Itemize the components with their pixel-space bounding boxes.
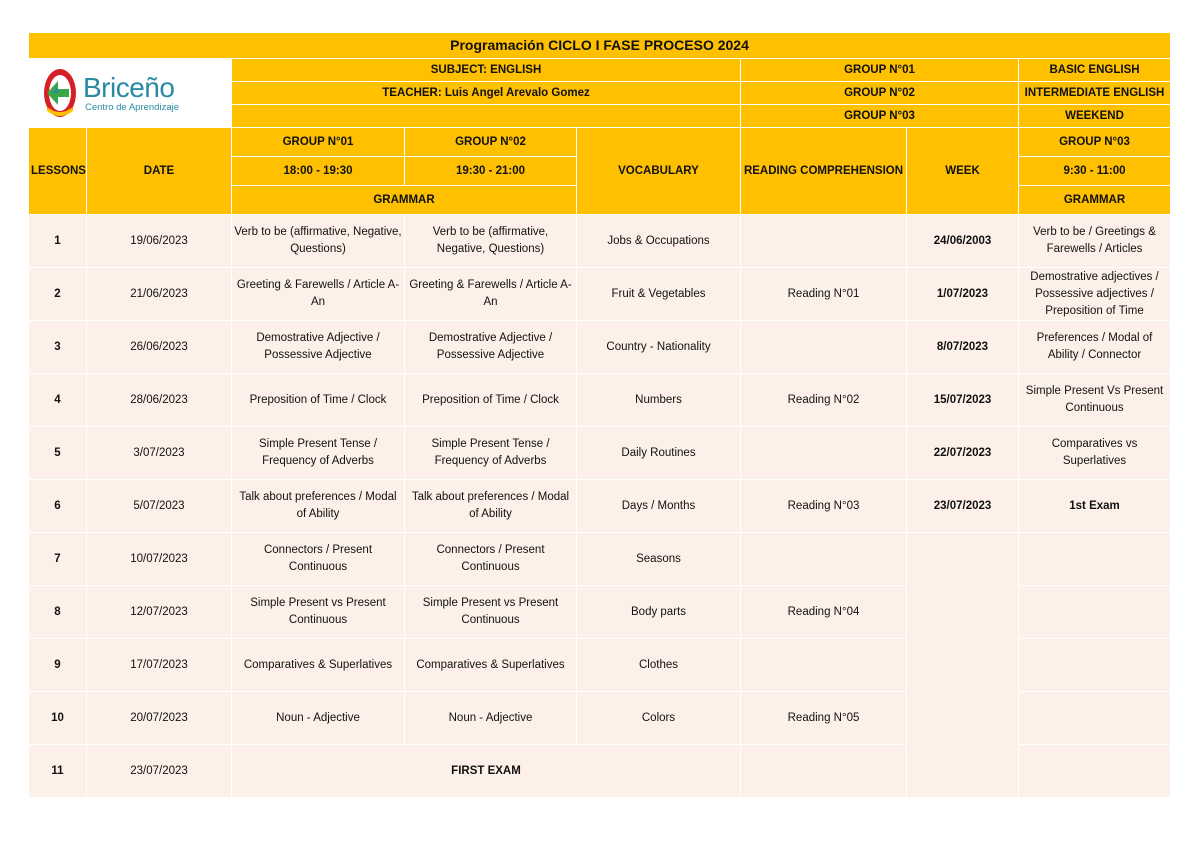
lesson-date: 19/06/2023 xyxy=(87,215,232,268)
header-grammar: GRAMMAR xyxy=(232,186,577,215)
group3-grammar: Verb to be / Greetings & Farewells / Articles xyxy=(1019,215,1171,268)
reading-cell: Reading N°05 xyxy=(741,692,907,745)
vocabulary-cell: Jobs & Occupations xyxy=(577,215,741,268)
table-row xyxy=(29,215,1171,268)
group1-grammar: Simple Present Tense / Frequency of Adverbs xyxy=(232,427,405,480)
header-group1: GROUP N°01 xyxy=(232,128,405,157)
lesson-number: 5 xyxy=(29,427,87,480)
table-row xyxy=(29,374,1171,427)
vocabulary-cell: Daily Routines xyxy=(577,427,741,480)
lesson-number: 11 xyxy=(29,745,87,798)
group2-grammar: Simple Present Tense / Frequency of Adverbs xyxy=(405,427,577,480)
lesson-date: 10/07/2023 xyxy=(87,533,232,586)
lesson-date: 21/06/2023 xyxy=(87,268,232,321)
vocabulary-cell: Clothes xyxy=(577,639,741,692)
group3-label: GROUP N°03 xyxy=(741,105,1019,128)
logo xyxy=(29,59,232,128)
table-row xyxy=(29,268,1171,321)
vocabulary-cell: Body parts xyxy=(577,586,741,639)
page-title: Programación CICLO I FASE PROCESO 2024 xyxy=(29,33,1171,59)
week-date: 1/07/2023 xyxy=(907,268,1019,321)
lesson-date: 3/07/2023 xyxy=(87,427,232,480)
group2-label: GROUP N°02 xyxy=(741,82,1019,105)
week-empty xyxy=(907,533,1019,798)
group2-grammar: Preposition of Time / Clock xyxy=(405,374,577,427)
group2-grammar: Demostrative Adjective / Possessive Adjective xyxy=(405,321,577,374)
table-row xyxy=(29,533,1171,586)
group2-grammar: Talk about preferences / Modal of Ability xyxy=(405,480,577,533)
week-date: 22/07/2023 xyxy=(907,427,1019,480)
week-date: 23/07/2023 xyxy=(907,480,1019,533)
group3-grammar: Comparatives vs Superlatives xyxy=(1019,427,1171,480)
header-reading: READING COMPREHENSION xyxy=(741,128,907,215)
lesson-number: 2 xyxy=(29,268,87,321)
table-row xyxy=(29,480,1171,533)
group3-grammar xyxy=(1019,639,1171,692)
group3-level: WEEKEND xyxy=(1019,105,1171,128)
group2-grammar: Verb to be (affirmative, Negative, Questions) xyxy=(405,215,577,268)
group3-grammar xyxy=(1019,692,1171,745)
group1-grammar: Noun - Adjective xyxy=(232,692,405,745)
reading-cell: Reading N°04 xyxy=(741,586,907,639)
group1-label: GROUP N°01 xyxy=(741,59,1019,82)
logo-tagline: Centro de Aprendizaje xyxy=(85,101,180,113)
week-date: 15/07/2023 xyxy=(907,374,1019,427)
group2-grammar: Connectors / Present Continuous xyxy=(405,533,577,586)
vocabulary-cell: Country - Nationality xyxy=(577,321,741,374)
week-date: 8/07/2023 xyxy=(907,321,1019,374)
vocabulary-cell: Colors xyxy=(577,692,741,745)
group2-grammar: Noun - Adjective xyxy=(405,692,577,745)
subject-label: SUBJECT: ENGLISH xyxy=(232,59,741,82)
vocabulary-cell: Fruit & Vegetables xyxy=(577,268,741,321)
lesson-date: 28/06/2023 xyxy=(87,374,232,427)
reading-cell xyxy=(741,215,907,268)
group1-grammar: Simple Present vs Present Continuous xyxy=(232,586,405,639)
reading-cell xyxy=(741,639,907,692)
vocabulary-cell: Numbers xyxy=(577,374,741,427)
lesson-number: 8 xyxy=(29,586,87,639)
lesson-number: 3 xyxy=(29,321,87,374)
week-date: 24/06/2003 xyxy=(907,215,1019,268)
header-group3: GROUP N°03 xyxy=(1019,128,1171,157)
header-vocabulary: VOCABULARY xyxy=(577,128,741,215)
lesson-date: 23/07/2023 xyxy=(87,745,232,798)
header-date: DATE xyxy=(87,128,232,215)
group3-grammar xyxy=(1019,533,1171,586)
lesson-number: 9 xyxy=(29,639,87,692)
lesson-date: 20/07/2023 xyxy=(87,692,232,745)
group3-grammar xyxy=(1019,586,1171,639)
group1-grammar: Preposition of Time / Clock xyxy=(232,374,405,427)
group2-grammar: Greeting & Farewells / Article A-An xyxy=(405,268,577,321)
group2-level: INTERMEDIATE ENGLISH xyxy=(1019,82,1171,105)
schedule-table xyxy=(28,32,1171,798)
header-group3-time: 9:30 - 11:00 xyxy=(1019,157,1171,186)
table-row xyxy=(29,321,1171,374)
reading-cell: Reading N°02 xyxy=(741,374,907,427)
lesson-number: 1 xyxy=(29,215,87,268)
lesson-number: 6 xyxy=(29,480,87,533)
group1-grammar: Talk about preferences / Modal of Ability xyxy=(232,480,405,533)
header-group1-time: 18:00 - 19:30 xyxy=(232,157,405,186)
exam-cell: FIRST EXAM xyxy=(232,745,741,798)
group3-grammar: Simple Present Vs Present Continuous xyxy=(1019,374,1171,427)
group1-grammar: Demostrative Adjective / Possessive Adjective xyxy=(232,321,405,374)
briceno-logo-icon xyxy=(43,67,77,119)
header-grammar3: GRAMMAR xyxy=(1019,186,1171,215)
header-group2-time: 19:30 - 21:00 xyxy=(405,157,577,186)
header-group2: GROUP N°02 xyxy=(405,128,577,157)
vocabulary-cell: Seasons xyxy=(577,533,741,586)
lesson-date: 5/07/2023 xyxy=(87,480,232,533)
group3-grammar xyxy=(1019,745,1171,798)
header-lessons: LESSONS xyxy=(29,128,87,215)
group3-grammar: 1st Exam xyxy=(1019,480,1171,533)
lesson-number: 7 xyxy=(29,533,87,586)
reading-cell xyxy=(741,533,907,586)
reading-cell xyxy=(741,427,907,480)
group1-grammar: Connectors / Present Continuous xyxy=(232,533,405,586)
reading-cell xyxy=(741,745,907,798)
lesson-date: 26/06/2023 xyxy=(87,321,232,374)
table-row xyxy=(29,427,1171,480)
group1-grammar: Greeting & Farewells / Article A-An xyxy=(232,268,405,321)
group2-grammar: Simple Present vs Present Continuous xyxy=(405,586,577,639)
header-week: WEEK xyxy=(907,128,1019,215)
blank-info-cell xyxy=(232,105,741,128)
reading-cell: Reading N°01 xyxy=(741,268,907,321)
lesson-number: 4 xyxy=(29,374,87,427)
lesson-date: 12/07/2023 xyxy=(87,586,232,639)
reading-cell: Reading N°03 xyxy=(741,480,907,533)
teacher-label: TEACHER: Luis Angel Arevalo Gomez xyxy=(232,82,741,105)
vocabulary-cell: Days / Months xyxy=(577,480,741,533)
lesson-date: 17/07/2023 xyxy=(87,639,232,692)
group1-grammar: Comparatives & Superlatives xyxy=(232,639,405,692)
reading-cell xyxy=(741,321,907,374)
lesson-number: 10 xyxy=(29,692,87,745)
group1-grammar: Verb to be (affirmative, Negative, Questions) xyxy=(232,215,405,268)
logo-brand: Briceño xyxy=(83,71,175,103)
group2-grammar: Comparatives & Superlatives xyxy=(405,639,577,692)
group1-level: BASIC ENGLISH xyxy=(1019,59,1171,82)
group3-grammar: Demostrative adjectives / Possessive adjectives / Preposition of Time xyxy=(1019,268,1171,321)
group3-grammar: Preferences / Modal of Ability / Connector xyxy=(1019,321,1171,374)
